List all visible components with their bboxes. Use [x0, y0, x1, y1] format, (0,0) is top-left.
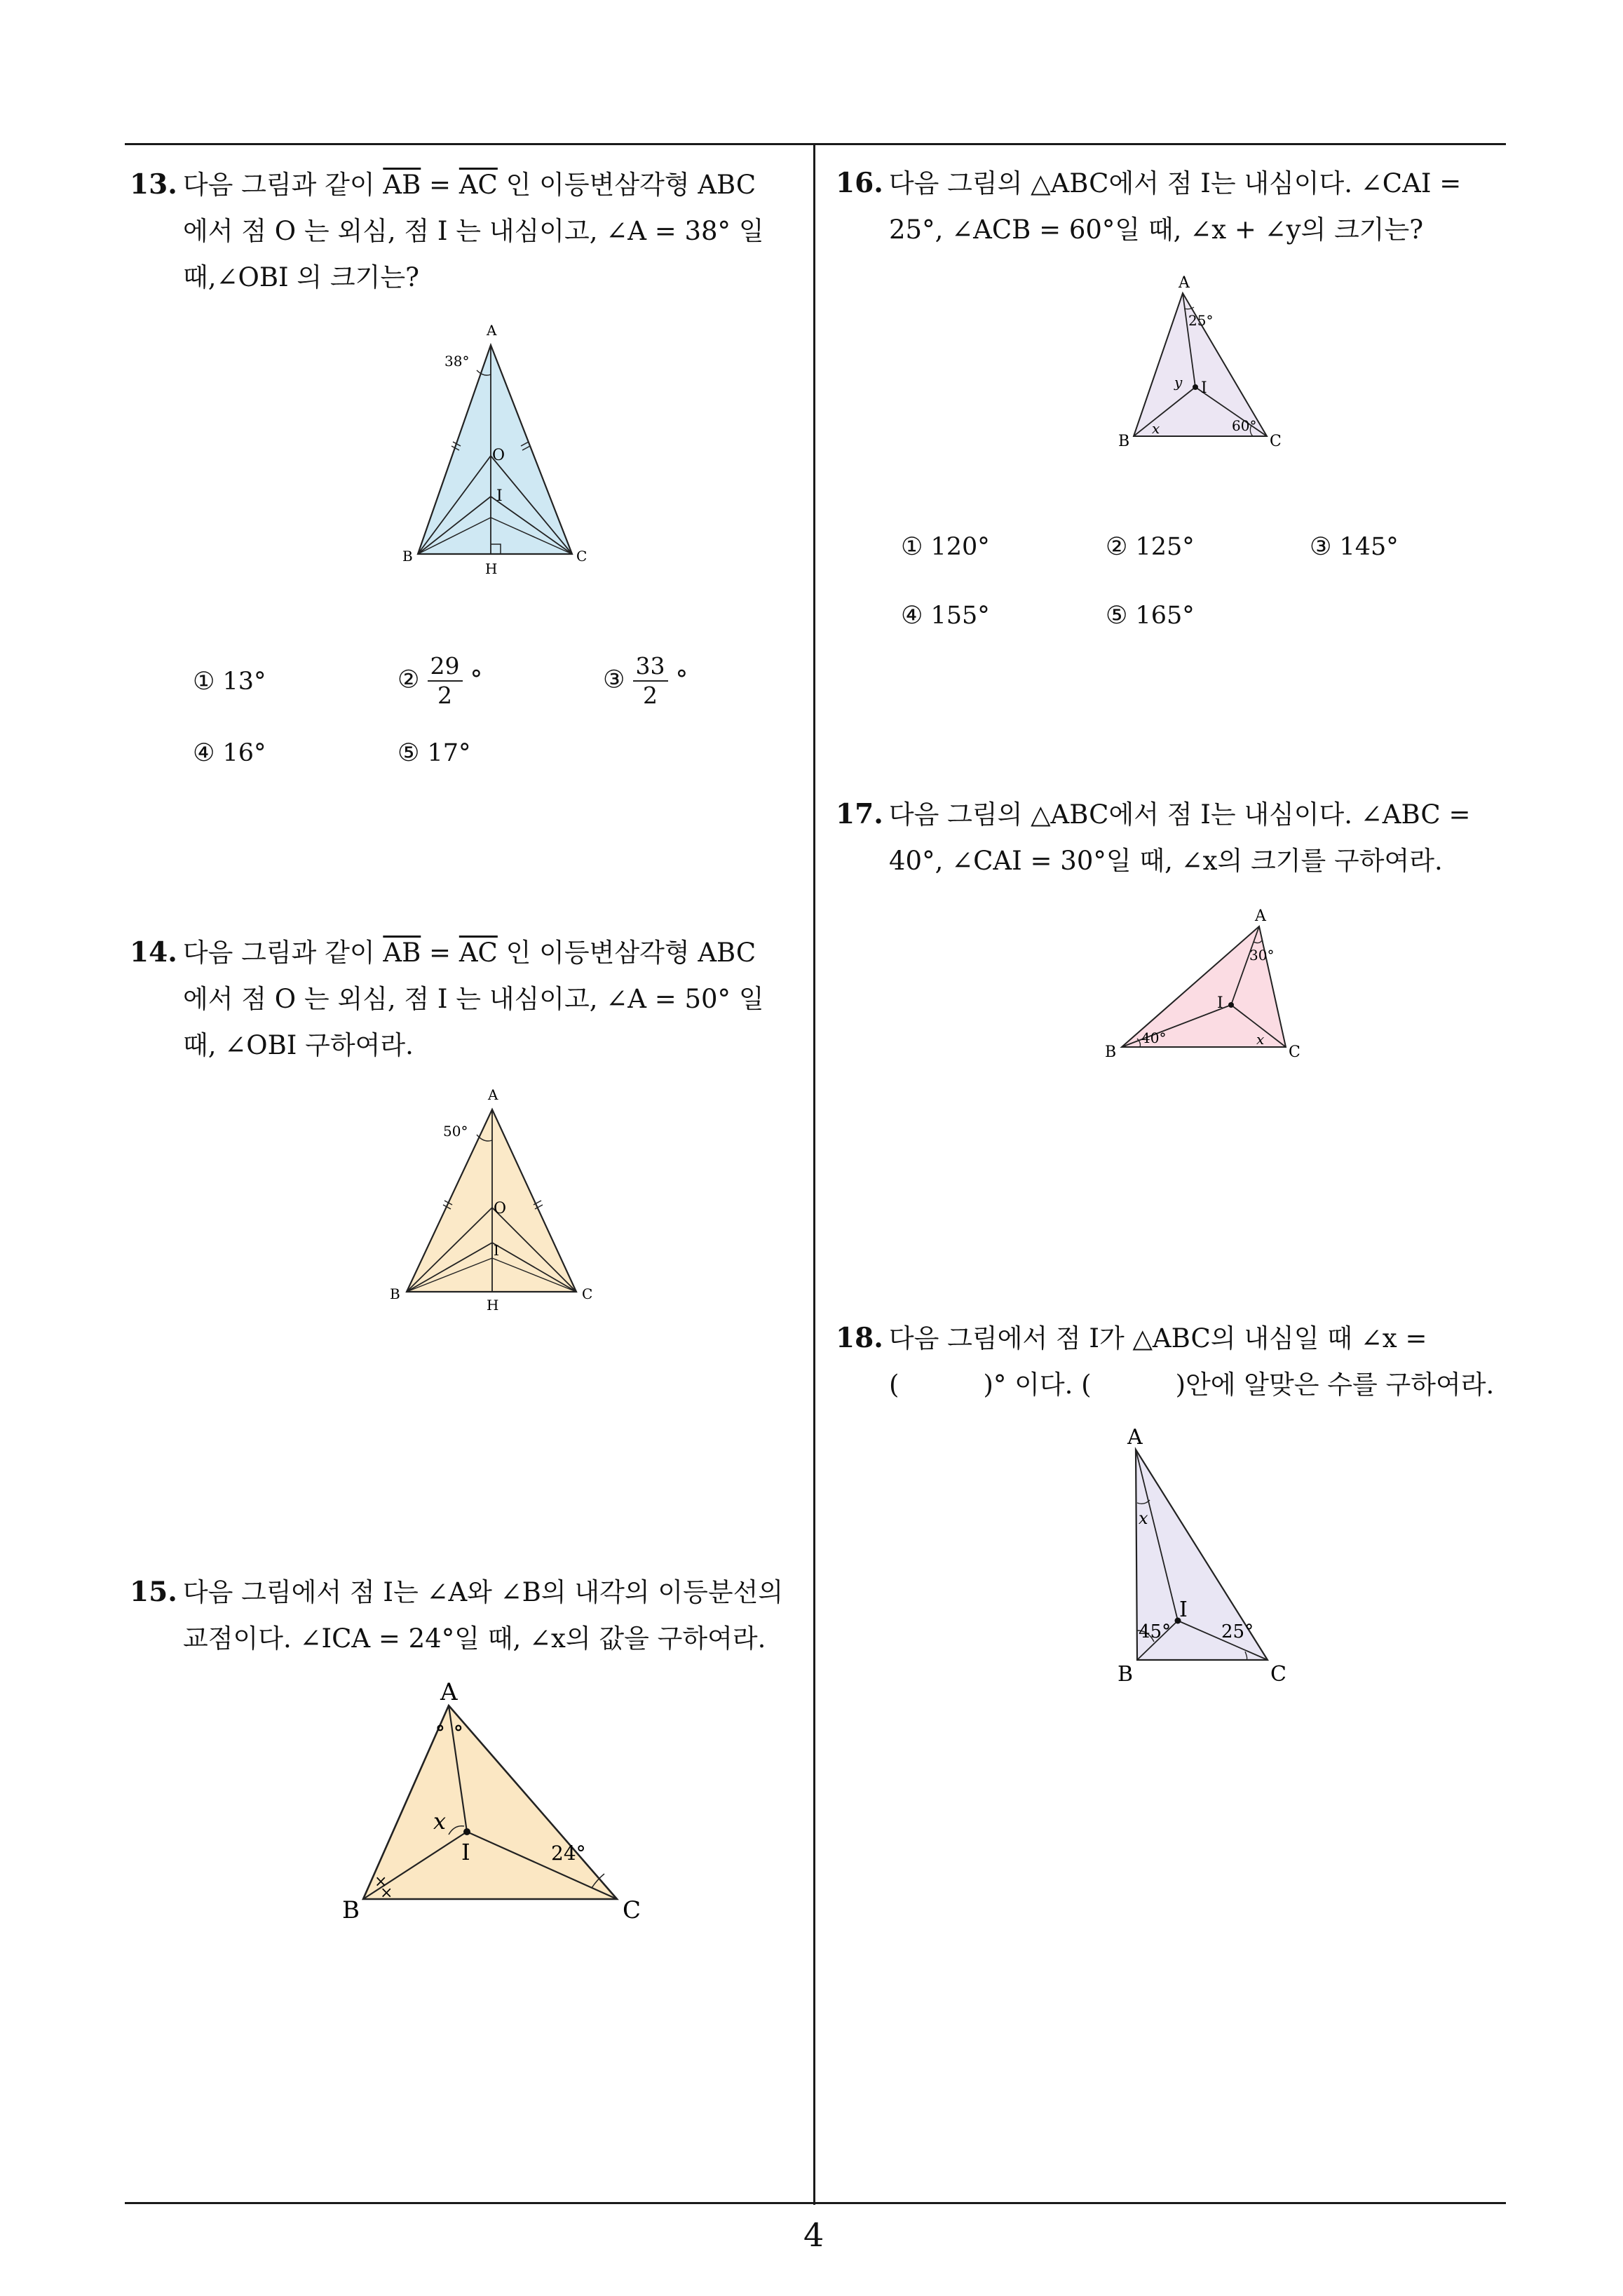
- p14-triangle: [407, 1109, 576, 1292]
- p17-angle-label-b: 40°: [1141, 1029, 1167, 1046]
- problem-13-line2: 에서 점 O 는 외심, 점 I 는 내심이고, ∠A = 38° 일: [183, 216, 764, 246]
- p16-angle-label-c: 60°: [1232, 417, 1257, 434]
- p16-angle-label-a: 25°: [1188, 312, 1214, 329]
- p18-label-x: x: [1139, 1508, 1148, 1528]
- problem-18-number: 18.: [836, 1322, 883, 1354]
- problem-15-number: 15.: [130, 1576, 177, 1608]
- problem-18-line1: 18. 다음 그림에서 점 I가 △ABC의 내심일 때 ∠x =: [836, 1322, 1427, 1354]
- p17-angle-label-a: 30°: [1249, 947, 1275, 964]
- problem-18-line2: ( )° 이다. ( )안에 알맞은 수를 구하여라.: [889, 1370, 1495, 1400]
- p16-choice-5[interactable]: ⑤ 165°: [1106, 602, 1195, 630]
- problem-17: [836, 791, 1516, 884]
- p16-label-y: y: [1174, 374, 1183, 391]
- p13-choice-3[interactable]: ③ $\frac{33}{2}$ °: [603, 652, 688, 709]
- problem-17-number: 17.: [836, 798, 883, 830]
- p16-choice-2[interactable]: ② 125°: [1106, 533, 1195, 561]
- p14-label-o: O: [494, 1200, 507, 1217]
- p15-cross-mark-2: ×: [380, 1884, 393, 1902]
- p13-label-c: C: [576, 548, 588, 565]
- problem-13-line3: 때,∠OBI 의 크기는?: [183, 262, 419, 292]
- p18-angle-label-c: 25°: [1221, 1621, 1254, 1642]
- problem-16-figure: [1104, 266, 1301, 456]
- problem-17-line2: 40°, ∠CAI = 30°일 때, ∠x의 크기를 구하여라.: [889, 846, 1443, 876]
- p16-choice-3[interactable]: ③ 145°: [1310, 533, 1399, 561]
- p15-label-c: C: [623, 1896, 641, 1924]
- p17-label-b: B: [1105, 1044, 1117, 1061]
- problem-14-line1: 14. 다음 그림과 같이 $\overline{AB} = \overline{AC}$ 인 이등변삼각형 ABC: [130, 936, 756, 968]
- problem-18: [836, 1315, 1516, 1408]
- problem-17-line1: 17. 다음 그림의 △ABC에서 점 I는 내심이다. ∠ABC =: [836, 798, 1471, 830]
- problem-16-number: 16.: [836, 167, 883, 199]
- problem-14-number: 14.: [130, 936, 177, 968]
- p17-label-a: A: [1255, 907, 1266, 925]
- p15-circle-mark-1: ∘: [435, 1714, 446, 1741]
- problem-16-line1: 16. 다음 그림의 △ABC에서 점 I는 내심이다. ∠CAI =: [836, 167, 1462, 199]
- p17-label-i: I: [1217, 994, 1223, 1012]
- p13-choice-2[interactable]: ② $\frac{29}{2}$ °: [398, 652, 483, 709]
- p18-label-a: A: [1127, 1425, 1143, 1450]
- problem-16: [836, 160, 1516, 253]
- p13-label-a: A: [487, 322, 497, 339]
- p13-choice-1[interactable]: ① 13°: [193, 668, 266, 696]
- p13-label-b: B: [402, 548, 413, 565]
- p15-triangle: [363, 1706, 617, 1899]
- problem-13-line1: 13. 다음 그림과 같이 $\overline{AB} = \overline{AC}$ 인 이등변삼각형 ABC: [130, 168, 756, 201]
- p18-angle-label-b: 45°: [1139, 1621, 1172, 1642]
- p15-label-b: B: [342, 1896, 360, 1924]
- problem-13-figure: [393, 316, 603, 582]
- p16-label-a: A: [1179, 274, 1190, 292]
- p16-label-b: B: [1118, 433, 1130, 450]
- p14-label-c: C: [582, 1285, 593, 1302]
- bottom-rule: [125, 2202, 1506, 2204]
- problem-16-line2: 25°, ∠ACB = 60°일 때, ∠x + ∠y의 크기는?: [889, 215, 1424, 245]
- p13-label-h: H: [485, 560, 498, 577]
- column-divider: [813, 143, 815, 2205]
- p17-label-x: x: [1256, 1031, 1265, 1048]
- p13-label-o: O: [492, 447, 505, 464]
- p14-angle-label: 50°: [443, 1123, 468, 1140]
- p15-cross-mark-1: ×: [374, 1873, 388, 1891]
- p14-label-a: A: [488, 1086, 498, 1103]
- p13-angle-label: 38°: [444, 353, 470, 370]
- p17-label-c: C: [1289, 1044, 1301, 1061]
- p15-label-a: A: [440, 1678, 458, 1706]
- problem-15-line1: 15. 다음 그림에서 점 I는 ∠A와 ∠B의 내각의 이등분선의: [130, 1576, 784, 1608]
- p16-choice-4[interactable]: ④ 155°: [901, 602, 990, 630]
- p15-angle-label: 24°: [551, 1842, 586, 1865]
- p16-label-x: x: [1152, 420, 1160, 437]
- problem-14: [130, 929, 803, 1069]
- p16-label-i: I: [1201, 379, 1207, 397]
- p15-circle-mark-2: ∘: [453, 1714, 464, 1741]
- problem-18-figure: [1108, 1420, 1290, 1694]
- problem-14-line3: 때, ∠OBI 구하여라.: [183, 1030, 414, 1060]
- top-rule: [125, 143, 1506, 145]
- p16-choice-1[interactable]: ① 120°: [901, 533, 990, 561]
- p14-label-i: I: [494, 1242, 499, 1259]
- problem-14-line2: 에서 점 O 는 외심, 점 I 는 내심이고, ∠A = 50° 일: [183, 984, 764, 1014]
- p16-label-c: C: [1270, 433, 1282, 450]
- p13-label-i: I: [496, 487, 503, 505]
- problem-14-figure: [379, 1080, 603, 1318]
- problem-13-number: 13.: [130, 168, 177, 201]
- p13-choice-4[interactable]: ④ 16°: [193, 739, 266, 767]
- page-number: 4: [803, 2216, 824, 2254]
- problem-17-figure: [1094, 901, 1318, 1062]
- p18-label-c: C: [1270, 1662, 1286, 1687]
- problem-13: [130, 161, 803, 301]
- p14-label-h: H: [487, 1297, 499, 1314]
- p15-label-x: x: [433, 1808, 447, 1835]
- problem-15-figure: [330, 1676, 666, 1929]
- p15-label-i: I: [461, 1839, 470, 1865]
- p14-label-b: B: [390, 1285, 400, 1302]
- p18-label-b: B: [1118, 1662, 1134, 1687]
- p18-label-i: I: [1179, 1598, 1188, 1622]
- problem-15: [130, 1569, 810, 1662]
- p13-choice-5[interactable]: ⑤ 17°: [398, 739, 471, 767]
- problem-15-line2: 교점이다. ∠ICA = 24°일 때, ∠x의 값을 구하여라.: [183, 1623, 766, 1654]
